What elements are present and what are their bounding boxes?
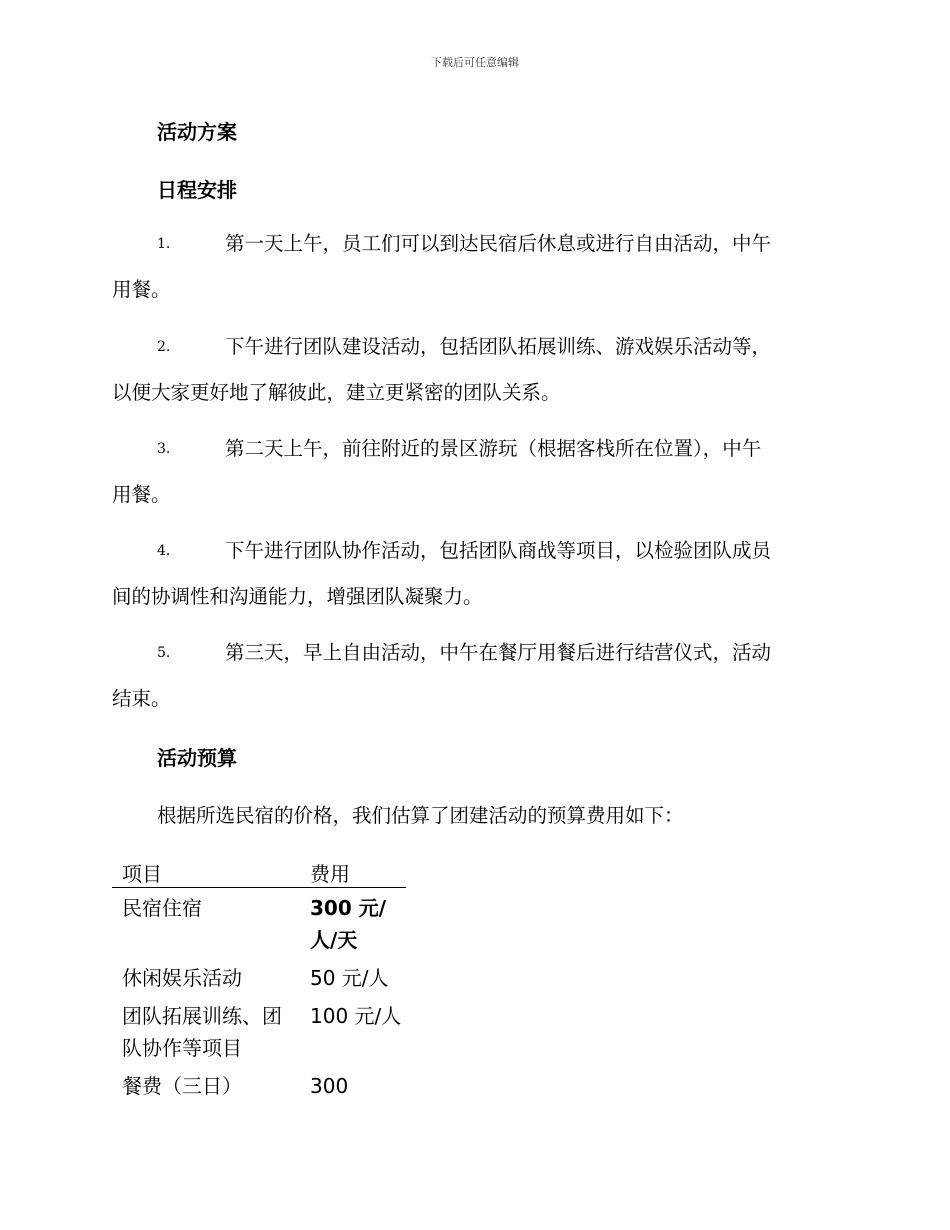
item-text-line1: 第二天上午，前往附近的景区游玩（根据客栈所在位置），中午 xyxy=(225,437,762,460)
cell-cost: 50 元/人 xyxy=(310,966,389,990)
column-header-item: 项目 xyxy=(112,858,300,888)
heading-budget: 活动预算 xyxy=(157,746,237,770)
item-text-line1: 下午进行团队协作活动，包括团队商战等项目，以检验团队成员 xyxy=(225,539,772,562)
table-header-row xyxy=(112,858,406,888)
cell-cost: 100 元/人 xyxy=(310,1004,402,1028)
item-number: 3. xyxy=(157,441,171,457)
item-number: 2. xyxy=(157,339,171,355)
budget-intro: 根据所选民宿的价格，我们估算了团建活动的预算费用如下： xyxy=(157,804,684,827)
schedule-item-2 xyxy=(112,324,832,416)
schedule-item-5 xyxy=(112,630,832,722)
page-header-note: 下载后可任意编辑 xyxy=(431,56,519,69)
column-header-cost: 费用 xyxy=(300,858,406,888)
heading-schedule: 日程安排 xyxy=(157,178,237,202)
item-text-line1: 下午进行团队建设活动，包括团队拓展训练、游戏娱乐活动等， xyxy=(225,335,772,358)
item-text-line2: 以便大家更好地了解彼此，建立更紧密的团队关系。 xyxy=(112,381,561,404)
budget-table xyxy=(112,858,406,1104)
cell-item: 团队拓展训练、团队协作等项目 xyxy=(122,1004,282,1060)
item-number: 1. xyxy=(157,236,171,252)
item-text-line1: 第三天，早上自由活动，中午在餐厅用餐后进行结营仪式，活动 xyxy=(225,641,772,664)
cell-cost: 300 xyxy=(310,1074,349,1098)
item-number: 4. xyxy=(157,543,171,559)
table-row xyxy=(112,996,406,1066)
item-text-line2: 间的协调性和沟通能力，增强团队凝聚力。 xyxy=(112,585,483,608)
table-row xyxy=(112,1066,406,1104)
schedule-item-3 xyxy=(112,426,832,518)
cell-item: 民宿住宿 xyxy=(122,896,202,920)
item-text-line2: 结束。 xyxy=(112,687,171,710)
cell-item: 休闲娱乐活动 xyxy=(122,966,242,990)
table-row xyxy=(112,958,406,996)
item-text-line1: 第一天上午，员工们可以到达民宿后休息或进行自由活动，中午 xyxy=(225,232,772,255)
schedule-item-1 xyxy=(112,221,832,313)
item-text-line2: 用餐。 xyxy=(112,483,171,506)
cell-cost: 300 元/人/天 xyxy=(310,896,387,952)
heading-activity-plan: 活动方案 xyxy=(157,120,237,144)
item-text-line2: 用餐。 xyxy=(112,278,171,301)
schedule-item-4 xyxy=(112,528,832,620)
table-row xyxy=(112,888,406,959)
item-number: 5. xyxy=(157,645,171,661)
cell-item: 餐费（三日） xyxy=(122,1074,242,1098)
